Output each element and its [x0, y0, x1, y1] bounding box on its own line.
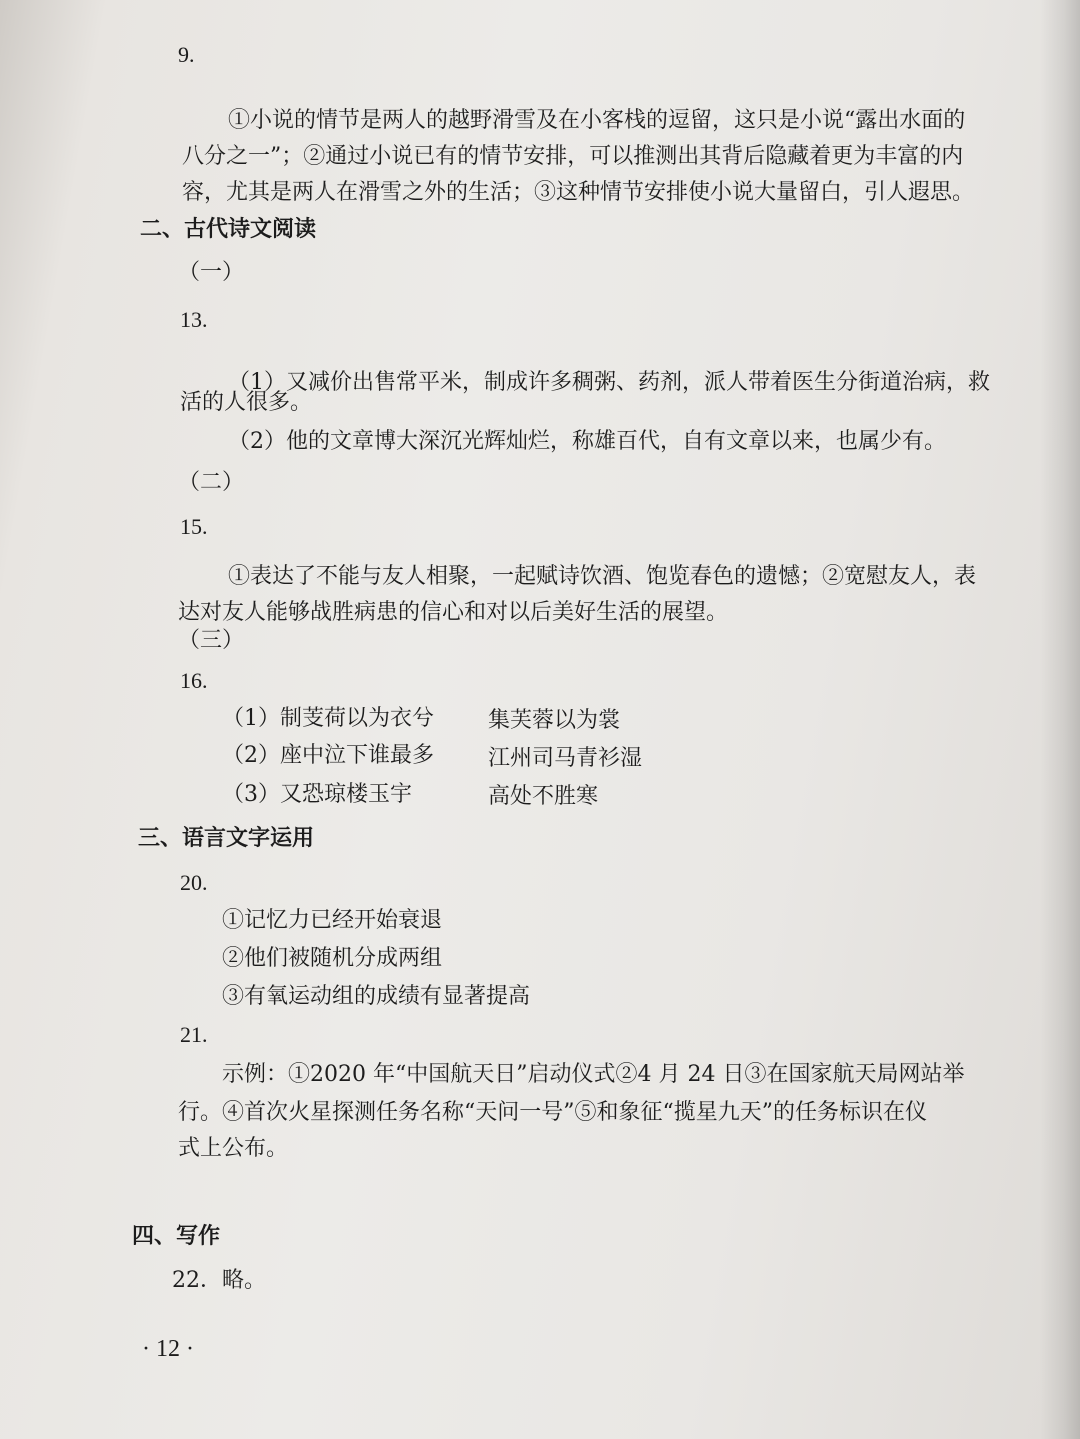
- section-2-part-3: （三）: [178, 628, 245, 653]
- q9-answer-line-1: ①小说的情节是两人的越野滑雪及在小客栈的逗留，这只是小说“露出水面的: [228, 108, 966, 133]
- section-2-part-2: （二）: [178, 470, 245, 495]
- q9-answer-line-2: 八分之一”；②通过小说已有的情节安排，可以推测出其背后隐藏着更为丰富的内: [182, 144, 964, 169]
- q15-number: 15.: [180, 514, 208, 539]
- q21-answer-line-3: 式上公布。: [178, 1136, 289, 1161]
- q13-answer-line-2: 活的人很多。: [180, 390, 313, 415]
- q16-row-2-second: 江州司马青衫湿: [488, 746, 643, 771]
- q13-number: 13.: [180, 307, 208, 332]
- q22-answer: 22．略。: [172, 1268, 266, 1293]
- q20-number: 20.: [180, 870, 208, 895]
- section-2-part-1: （一）: [178, 260, 245, 285]
- page-fold-shadow: [1040, 0, 1080, 1439]
- page-number: · 12 ·: [142, 1336, 194, 1362]
- q13-answer-line-3: （2）他的文章博大深沉光辉灿烂，称雄百代，自有文章以来，也属少有。: [228, 429, 946, 454]
- q21-answer-line-1: 示例：①2020 年“中国航天日”启动仪式②4 月 24 日③在国家航天局网站举: [222, 1062, 965, 1087]
- q9-answer-line-3: 容，尤其是两人在滑雪之外的生活；③这种情节安排使小说大量留白，引人遐思。: [182, 180, 975, 205]
- q20-answer-line-1: ①记忆力已经开始衰退: [222, 908, 443, 933]
- q16-row-3-first: （3）又恐琼楼玉宇: [222, 782, 412, 807]
- q16-row-3-second: 高处不胜寒: [488, 784, 599, 809]
- q15-answer-line-2: 达对友人能够战胜病患的信心和对以后美好生活的展望。: [178, 600, 729, 625]
- q21-answer-line-2: 行。④首次火星探测任务名称“天问一号”⑤和象征“揽星九天”的任务标识在仪: [178, 1100, 927, 1125]
- section-2-title: 二、古代诗文阅读: [140, 217, 317, 242]
- section-3-title: 三、语言文字运用: [138, 826, 315, 851]
- q20-answer-line-3: ③有氧运动组的成绩有显著提高: [222, 984, 531, 1009]
- q16-row-2-first: （2）座中泣下谁最多: [222, 743, 434, 768]
- q16-row-1-first: （1）制芰荷以为衣兮: [222, 706, 434, 731]
- q13-answer-line-1: （1）又减价出售常平米，制成许多稠粥、药剂，派人带着医生分街道治病，救: [228, 370, 990, 395]
- q20-answer-line-2: ②他们被随机分成两组: [222, 946, 443, 971]
- section-4-title: 四、写作: [132, 1224, 221, 1249]
- q16-number: 16.: [180, 668, 208, 693]
- q15-answer-line-1: ①表达了不能与友人相聚，一起赋诗饮酒、饱览春色的遗憾；②宽慰友人，表: [228, 564, 977, 589]
- q21-number: 21.: [180, 1022, 208, 1047]
- q16-row-1-second: 集芙蓉以为裳: [488, 708, 621, 733]
- q9-number: 9.: [178, 42, 195, 67]
